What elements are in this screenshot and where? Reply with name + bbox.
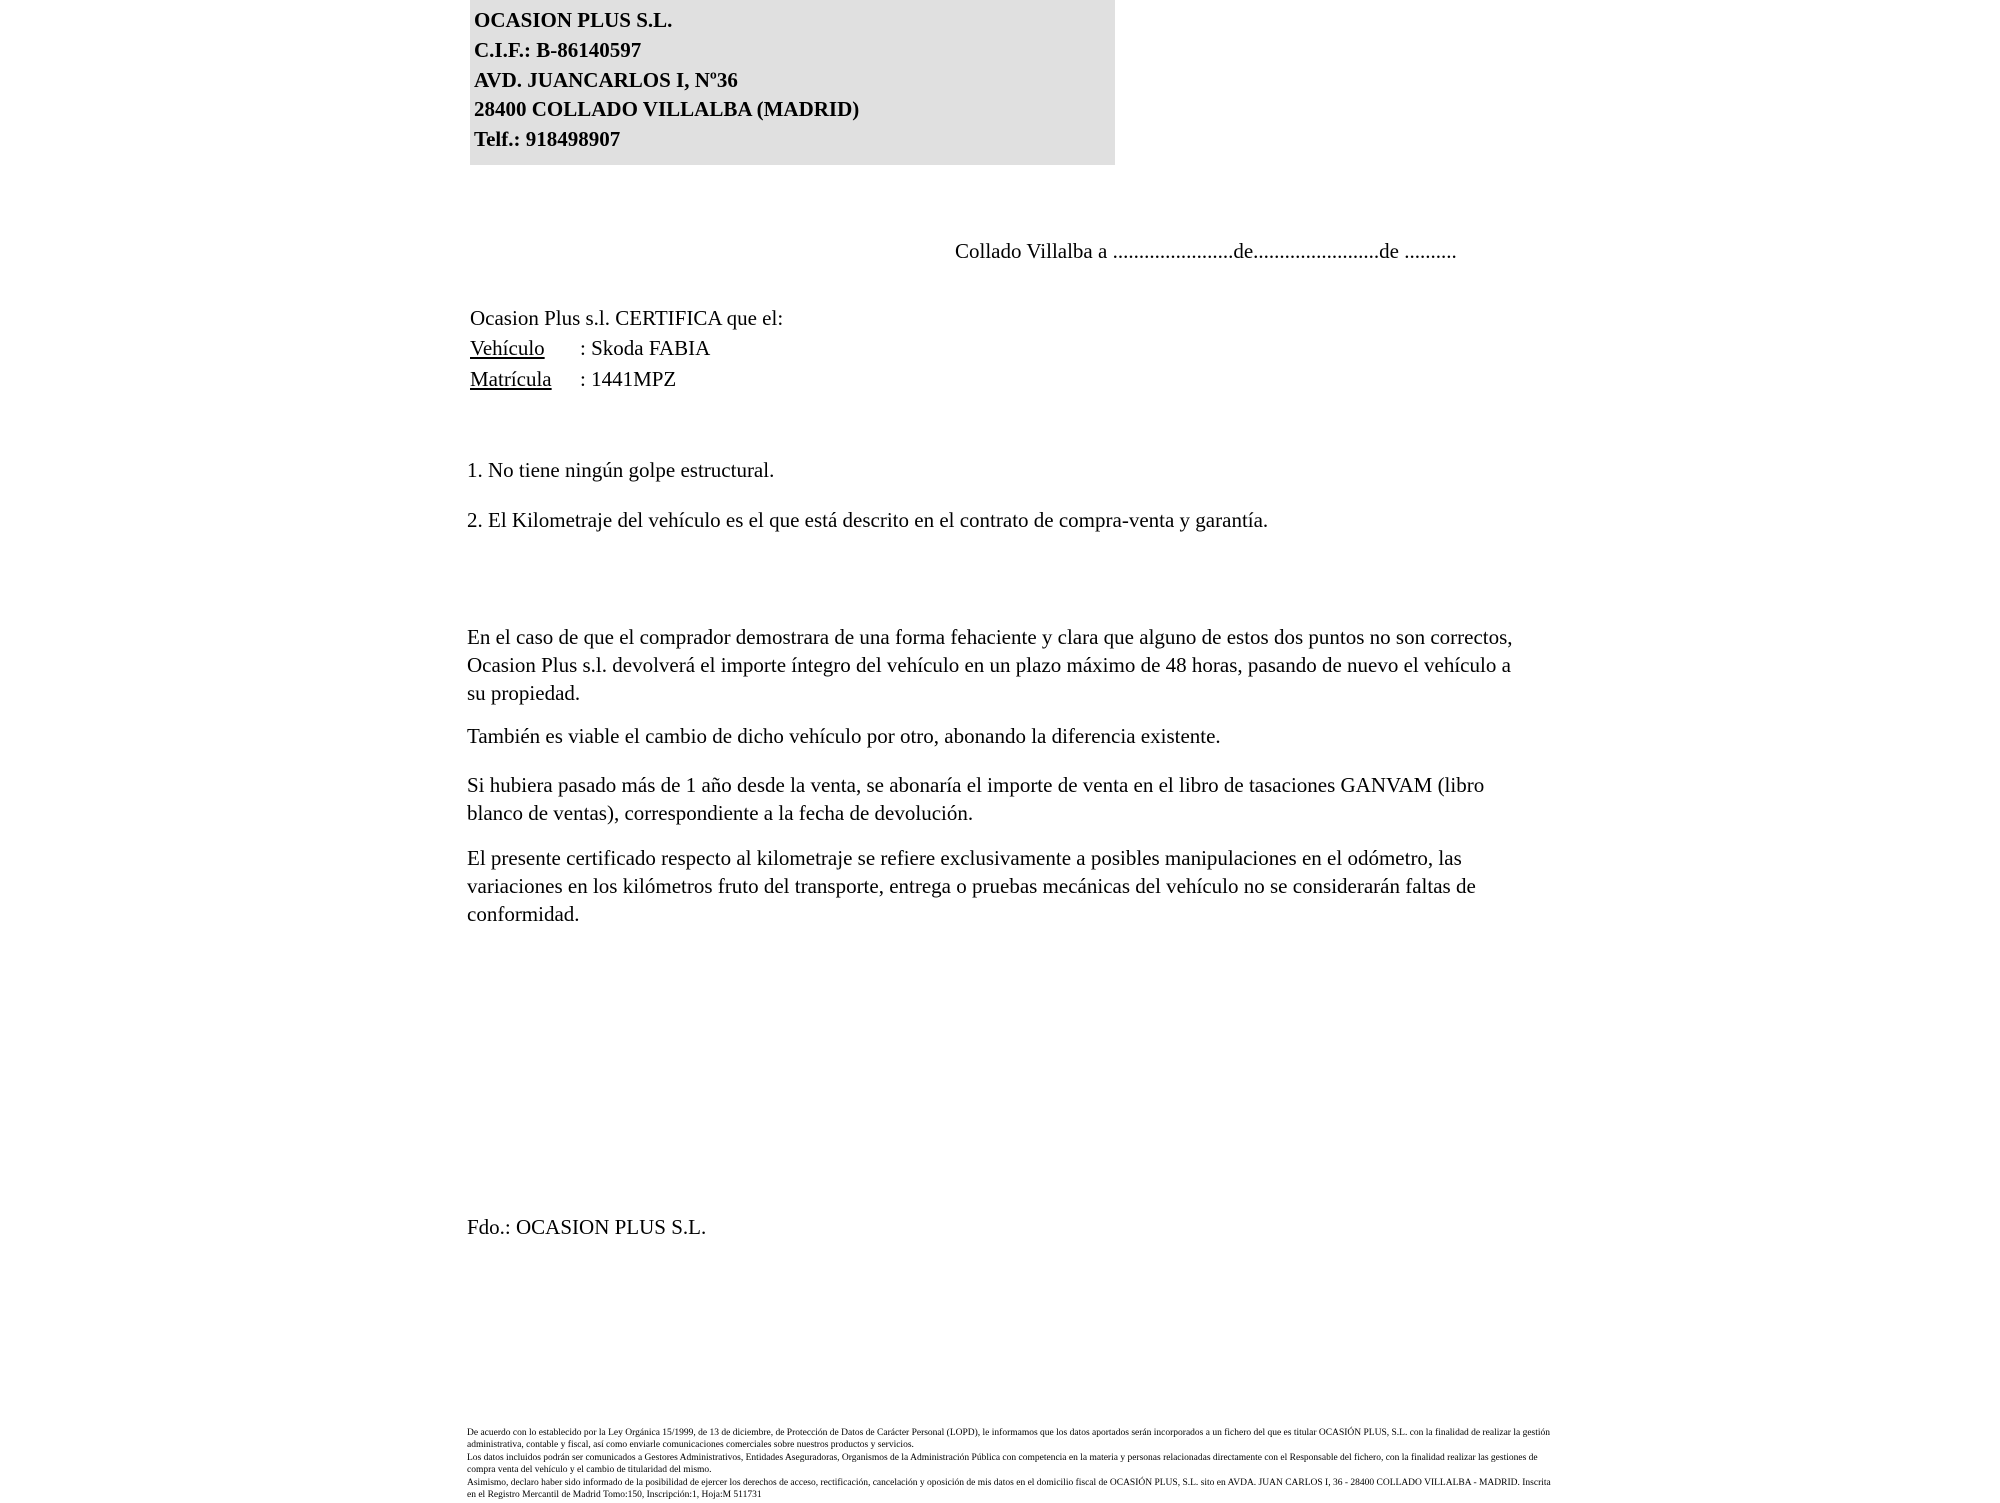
legal-paragraph-2: Los datos incluidos podrán ser comunicados a Gestores Administrativos, Entidades Aseguradoras, Organismos de la Administración Pública con competencia en la materia y personas relacionadas directamente con el Responsable del fichero, con la finalidad realizar las gestiones de compra venta del vehículo y el cambio de titularidad del mismo. — [467, 1453, 1538, 1475]
company-cif: C.I.F.: B-86140597 — [474, 37, 642, 62]
paragraph-refund-terms: En el caso de que el comprador demostrara de una forma fehaciente y clara que alguno de estos dos puntos no son correctos, Ocasion Plus s.l. devolverá el importe íntegro del vehículo en un plazo máximo de 48 horas, pasando de nuevo el vehículo a su propiedad. — [467, 625, 1513, 705]
legal-footer — [467, 1428, 1557, 1503]
paragraph-exchange-option: También es viable el cambio de dicho vehículo por otro, abonando la diferencia existente. — [467, 724, 1221, 748]
plate-value: : 1441MPZ — [580, 366, 677, 391]
paragraph-odometer-scope: El presente certificado respecto al kilometraje se refiere exclusivamente a posibles manipulaciones en el odómetro, las variaciones en los kilómetros fruto del transporte, entrega o pruebas mecánicas del vehículo no se considerarán faltas de conformidad. — [467, 846, 1476, 926]
signature-line: Fdo.: OCASION PLUS S.L. — [467, 1215, 707, 1239]
certifies-intro: Ocasion Plus s.l. CERTIFICA que el: — [470, 306, 784, 330]
plate-label: Matrícula — [470, 366, 552, 391]
plate-row — [470, 364, 783, 394]
vehicle-label: Vehículo — [470, 336, 545, 361]
certifies-block — [470, 303, 783, 394]
company-name: OCASION PLUS S.L. — [474, 8, 673, 32]
company-address: AVD. JUANCARLOS I, Nº36 — [474, 67, 738, 92]
legal-paragraph-3: Asimismo, declaro haber sido informado de la posibilidad de ejercer los derechos de acceso, rectificación, cancelación y oposición de mis datos en el domicilio fiscal de OCASIÓN PLUS, S.L. sito en AVDA. JUAN CARLOS I, 36 - 28400 COLLADO VILLALBA - MADRID. Inscrita en el Registro Mercantil de Madrid Tomo:150, Inscripción:1, Hoja:M 511731 — [467, 1478, 1551, 1500]
vehicle-row — [470, 333, 783, 363]
paragraph-one-year-clause: Si hubiera pasado más de 1 año desde la venta, se abonaría el importe de venta en el libro de tasaciones GANVAM (libro blanco de ventas), correspondiente a la fecha de devolución. — [467, 773, 1485, 825]
certification-point-1: 1. No tiene ningún golpe estructural. — [467, 458, 775, 482]
certification-point-2: 2. El Kilometraje del vehículo es el que está descrito en el contrato de compra-venta y garantía. — [467, 508, 1269, 532]
letterhead-block — [470, 0, 1115, 165]
company-city: 28400 COLLADO VILLALBA (MADRID) — [474, 97, 860, 122]
company-phone: Telf.: 918498907 — [474, 127, 621, 152]
date-line: Collado Villalba a .......................de........................de .......... — [955, 239, 1457, 263]
legal-paragraph-1: De acuerdo con lo establecido por la Ley Orgánica 15/1999, de 13 de diciembre, de Protección de Datos de Carácter Personal (LOPD), le informamos que los datos aportados serán incorporados a un fichero del que es titular OCASIÓN PLUS, S.L. con la finalidad de realizar la gestión administrativa, contable y fiscal, así como enviarle comunicaciones comerciales sobre nuestros productos y servicios. — [467, 1428, 1551, 1450]
vehicle-value: : Skoda FABIA — [580, 336, 711, 361]
